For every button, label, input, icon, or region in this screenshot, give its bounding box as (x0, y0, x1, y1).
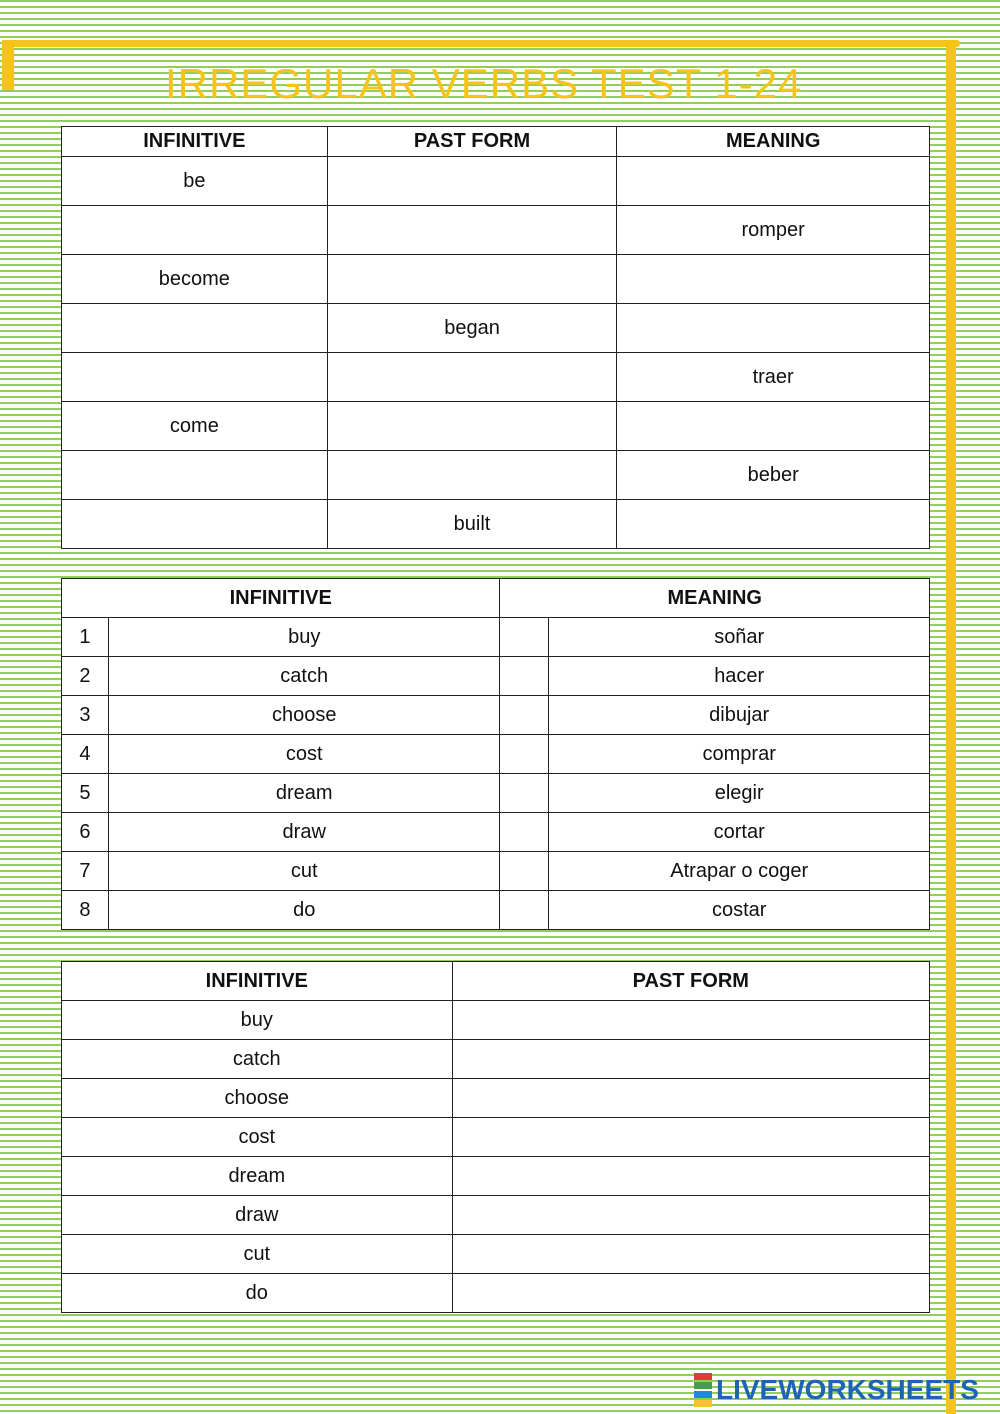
row-number: 3 (62, 696, 109, 735)
frame-right-border (946, 40, 956, 1414)
table-row (62, 500, 930, 549)
header-infinitive: INFINITIVE (62, 962, 453, 1001)
table-infinitive-past (61, 961, 930, 1313)
frame-left-border (2, 40, 14, 90)
meaning-cell: beber (617, 451, 930, 500)
table-header-row (62, 962, 930, 1001)
meaning-cell[interactable] (617, 402, 930, 451)
infinitive-cell: catch (62, 1040, 453, 1079)
past-form-cell[interactable] (327, 157, 617, 206)
meaning-cell: romper (617, 206, 930, 255)
table-row (62, 1274, 930, 1313)
table-row (62, 735, 930, 774)
table-row (62, 1196, 930, 1235)
logo-bar-1 (694, 1382, 712, 1389)
past-form-cell[interactable] (327, 255, 617, 304)
header-infinitive: INFINITIVE (62, 127, 328, 157)
infinitive-cell: dream (62, 1157, 453, 1196)
answer-number-input[interactable] (500, 891, 549, 930)
header-past-form: PAST FORM (452, 962, 929, 1001)
meaning-cell: traer (617, 353, 930, 402)
infinitive-cell: choose (108, 696, 500, 735)
infinitive-cell: do (62, 1274, 453, 1313)
header-meaning: MEANING (500, 579, 930, 618)
meaning-cell[interactable] (617, 255, 930, 304)
answer-number-input[interactable] (500, 774, 549, 813)
table-row (62, 1235, 930, 1274)
row-number: 2 (62, 657, 109, 696)
infinitive-cell[interactable] (62, 206, 328, 255)
logo-bar-0 (694, 1373, 712, 1380)
table-row (62, 206, 930, 255)
header-meaning: MEANING (617, 127, 930, 157)
answer-number-input[interactable] (500, 735, 549, 774)
logo-bar-3 (694, 1400, 712, 1407)
meaning-cell: hacer (549, 657, 930, 696)
answer-number-input[interactable] (500, 813, 549, 852)
infinitive-cell: become (62, 255, 328, 304)
meaning-cell[interactable] (617, 500, 930, 549)
row-number: 7 (62, 852, 109, 891)
past-form-input[interactable] (452, 1235, 929, 1274)
row-number: 6 (62, 813, 109, 852)
infinitive-cell: buy (108, 618, 500, 657)
infinitive-cell: choose (62, 1079, 453, 1118)
table-header-row (62, 579, 930, 618)
infinitive-cell[interactable] (62, 500, 328, 549)
logo-bar-2 (694, 1391, 712, 1398)
meaning-cell: comprar (549, 735, 930, 774)
table-row (62, 696, 930, 735)
meaning-cell: dibujar (549, 696, 930, 735)
logo-mark-icon (694, 1372, 712, 1408)
infinitive-cell: cut (62, 1235, 453, 1274)
infinitive-cell[interactable] (62, 304, 328, 353)
meaning-cell: soñar (549, 618, 930, 657)
table-row (62, 451, 930, 500)
header-infinitive: INFINITIVE (62, 579, 500, 618)
past-form-input[interactable] (452, 1040, 929, 1079)
page-title: IRREGULAR VERBS TEST 1-24 (165, 60, 803, 107)
past-form-cell: began (327, 304, 617, 353)
infinitive-cell: buy (62, 1001, 453, 1040)
past-form-input[interactable] (452, 1274, 929, 1313)
table-row (62, 353, 930, 402)
infinitive-cell: dream (108, 774, 500, 813)
table-row (62, 304, 930, 353)
past-form-cell[interactable] (327, 402, 617, 451)
table-row (62, 813, 930, 852)
table-row (62, 891, 930, 930)
row-number: 5 (62, 774, 109, 813)
infinitive-cell: cost (62, 1118, 453, 1157)
meaning-cell: cortar (549, 813, 930, 852)
table-row (62, 1157, 930, 1196)
table-row (62, 402, 930, 451)
table-row (62, 1118, 930, 1157)
answer-number-input[interactable] (500, 657, 549, 696)
infinitive-cell: cost (108, 735, 500, 774)
infinitive-cell[interactable] (62, 451, 328, 500)
past-form-input[interactable] (452, 1001, 929, 1040)
table-row (62, 1040, 930, 1079)
meaning-cell[interactable] (617, 304, 930, 353)
answer-number-input[interactable] (500, 696, 549, 735)
meaning-cell: Atrapar o coger (549, 852, 930, 891)
table-row (62, 157, 930, 206)
past-form-cell[interactable] (327, 451, 617, 500)
past-form-cell: built (327, 500, 617, 549)
table-row (62, 1001, 930, 1040)
logo-text: LIVEWORKSHEETS (716, 1374, 979, 1405)
past-form-input[interactable] (452, 1079, 929, 1118)
table-matching-meaning (61, 578, 930, 930)
frame-top-border (2, 40, 960, 47)
past-form-input[interactable] (452, 1157, 929, 1196)
infinitive-cell[interactable] (62, 353, 328, 402)
row-number: 4 (62, 735, 109, 774)
table-row (62, 1079, 930, 1118)
table-row (62, 618, 930, 657)
answer-number-input[interactable] (500, 852, 549, 891)
row-number: 8 (62, 891, 109, 930)
infinitive-cell: be (62, 157, 328, 206)
row-number: 1 (62, 618, 109, 657)
infinitive-cell: come (62, 402, 328, 451)
table-row (62, 255, 930, 304)
answer-number-input[interactable] (500, 618, 549, 657)
infinitive-cell: draw (108, 813, 500, 852)
infinitive-cell: cut (108, 852, 500, 891)
liveworksheets-logo (694, 1372, 979, 1408)
past-form-input[interactable] (452, 1118, 929, 1157)
past-form-cell[interactable] (327, 353, 617, 402)
infinitive-cell: catch (108, 657, 500, 696)
infinitive-cell: do (108, 891, 500, 930)
table-header-row (62, 127, 930, 157)
table-row (62, 657, 930, 696)
table-past-form-meaning (61, 126, 930, 549)
table-row (62, 852, 930, 891)
header-past-form: PAST FORM (327, 127, 617, 157)
meaning-cell: elegir (549, 774, 930, 813)
table-row (62, 774, 930, 813)
meaning-cell: costar (549, 891, 930, 930)
past-form-cell[interactable] (327, 206, 617, 255)
meaning-cell[interactable] (617, 157, 930, 206)
infinitive-cell: draw (62, 1196, 453, 1235)
past-form-input[interactable] (452, 1196, 929, 1235)
